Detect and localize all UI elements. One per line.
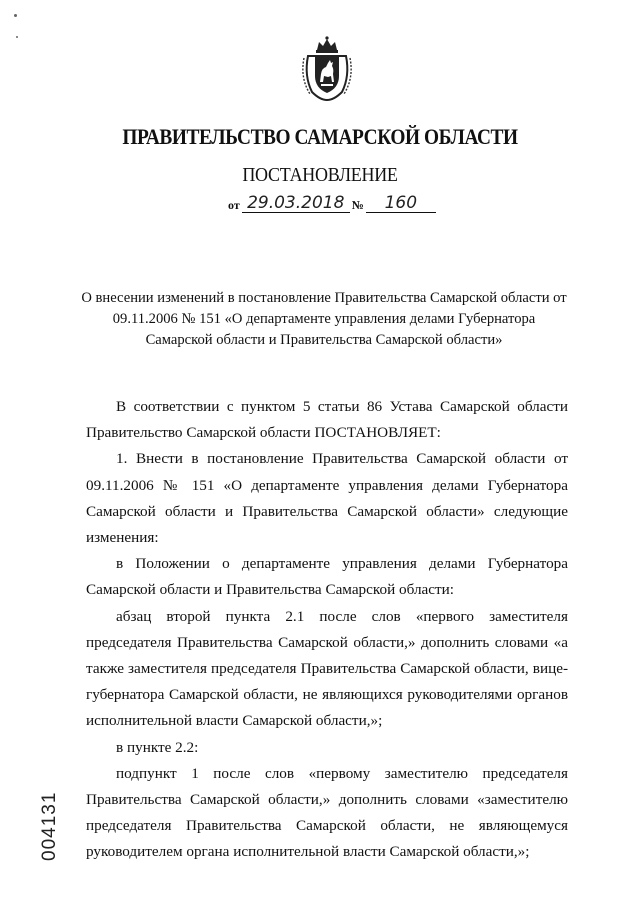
paragraph: 1. Внести в постановление Правительства Самарской области от 09.11.2006 № 151 «О департаменте управления делами Губернатора Самарской области и Правительства Самарской области» следующие изменения:: [86, 450, 568, 547]
registration-stamp-number: 004131: [39, 791, 60, 861]
date-prefix: от: [228, 198, 240, 212]
date-value: 29.03.2018: [242, 194, 350, 213]
document-body: [86, 394, 568, 866]
scan-dot: [16, 36, 18, 38]
samara-coat-of-arms-icon: [298, 36, 356, 102]
doc-type: ПОСТАНОВЛЕНИЕ: [242, 164, 398, 186]
date-number-line: [226, 194, 436, 216]
number-value: 160: [366, 194, 436, 213]
document-heading: О внесении изменений в постановление Правительства Самарской области от 09.11.2006 № 151 «О департаменте управления делами Губернатора Самарской области и Правительства Самарской области»: [81, 290, 567, 348]
paragraph: подпункт 1 после слов «первому заместителю председателя Правительства Самарской области,» дополнить словами «заместителю председателя Правительства Самарской области, не являющемуся руководителем органа исполнительной власти Самарской области,»;: [86, 764, 568, 861]
paragraph: В соответствии с пунктом 5 статьи 86 Устава Самарской области Правительство Самарской области ПОСТАНОВЛЯЕТ:: [86, 398, 568, 442]
paragraph: абзац второй пункта 2.1 после слов «первого заместителя председателя Правительства Самарской области,» дополнить словами «а также заместителя председателя Правительства Самарской области, вице-губернатора Самарской области, не являющихся руководителями органов исполнительной власти Самарской области,»;: [86, 607, 568, 730]
org-title: ПРАВИТЕЛЬСТВО САМАРСКОЙ ОБЛАСТИ: [122, 124, 518, 149]
number-prefix: №: [351, 198, 364, 212]
scan-dot: [14, 14, 17, 17]
paragraph: в пункте 2.2:: [116, 738, 199, 756]
paragraph: в Положении о департаменте управления делами Губернатора Самарской области и Правительства Самарской области:: [86, 555, 568, 599]
